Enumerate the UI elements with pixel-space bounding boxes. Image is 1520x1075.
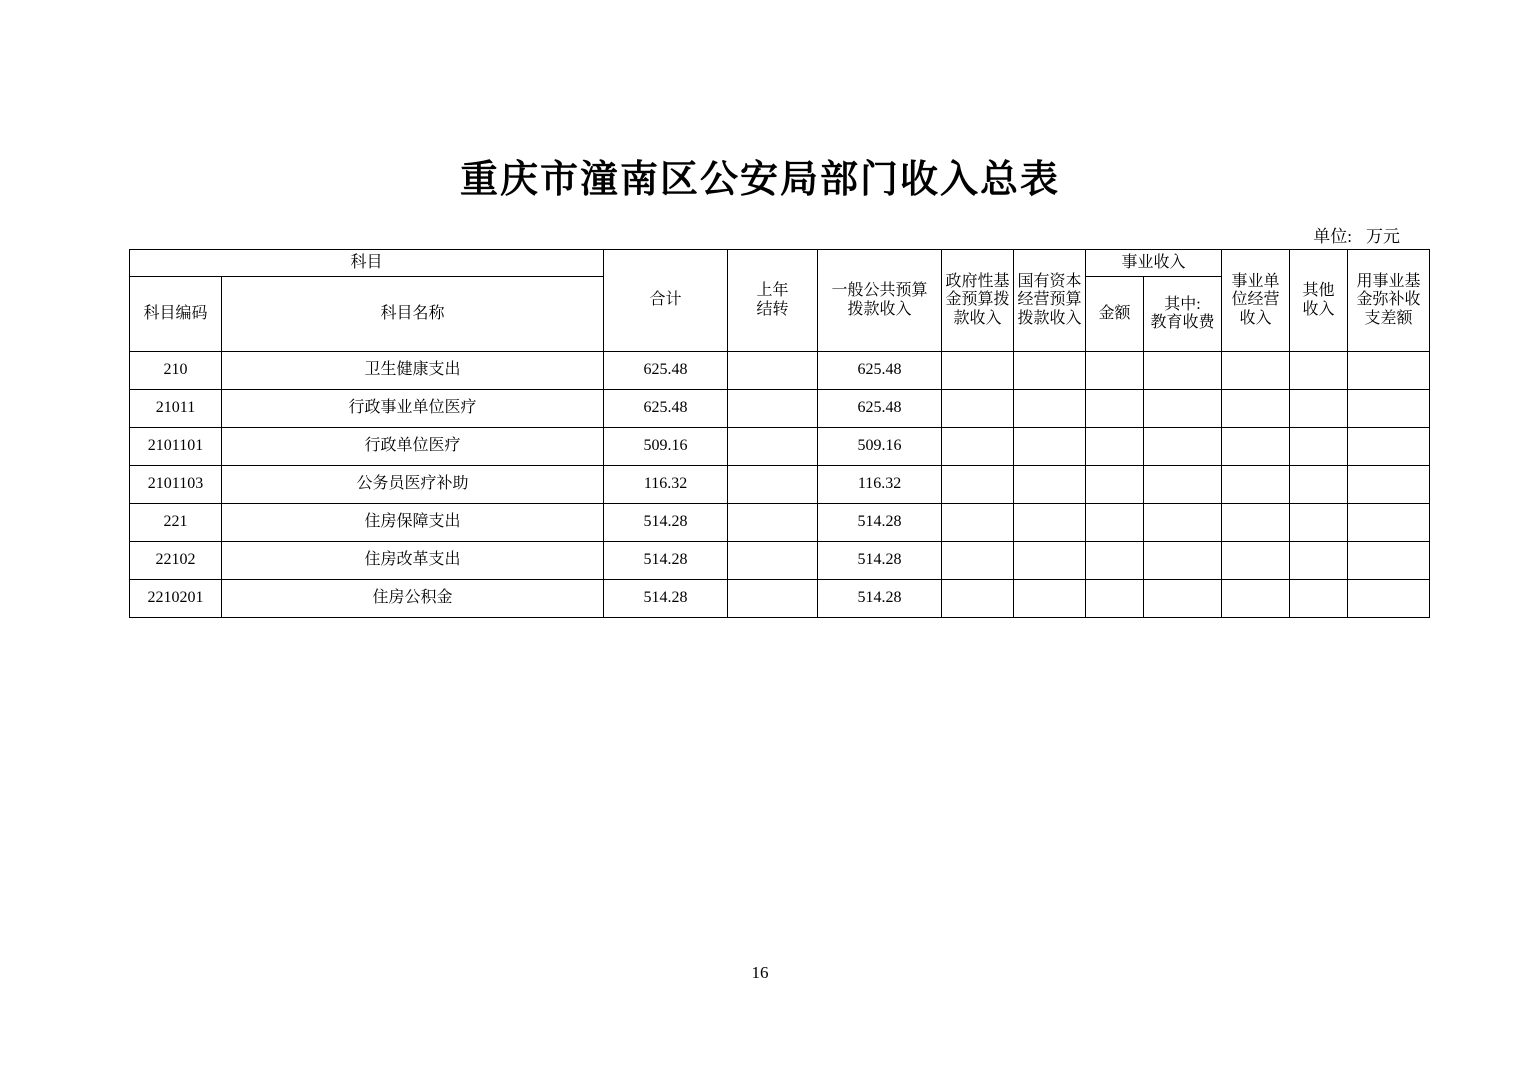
cell-business-amount <box>1086 504 1144 542</box>
cell-subject-code: 210 <box>130 352 222 390</box>
header-fund-offset-line2: 金弥补收 <box>1356 291 1421 309</box>
cell-subject-name: 行政单位医疗 <box>222 428 604 466</box>
cell-public-budget: 116.32 <box>818 466 942 504</box>
cell-public-budget: 514.28 <box>818 504 942 542</box>
cell-unit-operating <box>1222 542 1290 580</box>
header-gov-fund-line2: 金预算拨 <box>945 291 1010 309</box>
header-unit-operating-line3: 收入 <box>1239 309 1272 327</box>
cell-soe-budget <box>1014 580 1086 618</box>
header-business-income: 事业收入 <box>1086 250 1222 277</box>
cell-fund-offset <box>1348 580 1430 618</box>
cell-total: 514.28 <box>604 542 728 580</box>
header-subject-code: 科目编码 <box>130 277 222 352</box>
cell-public-budget: 509.16 <box>818 428 942 466</box>
header-public-budget-line2: 拨款收入 <box>847 300 912 318</box>
header-unit-operating-line1: 事业单 <box>1231 272 1280 290</box>
cell-gov-fund <box>942 390 1014 428</box>
cell-other-income <box>1290 466 1348 504</box>
cell-other-income <box>1290 428 1348 466</box>
cell-fund-offset <box>1348 352 1430 390</box>
header-soe-line2: 经营预算 <box>1017 291 1082 309</box>
cell-carryover <box>728 352 818 390</box>
cell-carryover <box>728 428 818 466</box>
cell-business-amount <box>1086 542 1144 580</box>
cell-fund-offset <box>1348 390 1430 428</box>
cell-gov-fund <box>942 466 1014 504</box>
header-soe-line3: 拨款收入 <box>1017 309 1082 327</box>
cell-carryover <box>728 542 818 580</box>
cell-carryover <box>728 466 818 504</box>
cell-subject-name: 住房改革支出 <box>222 542 604 580</box>
cell-subject-code: 2101101 <box>130 428 222 466</box>
header-soe-budget <box>1014 250 1086 352</box>
header-business-edu-fee <box>1144 277 1222 352</box>
cell-subject-code: 21011 <box>130 390 222 428</box>
header-other-income <box>1290 250 1348 352</box>
cell-fund-offset <box>1348 428 1430 466</box>
cell-gov-fund <box>942 542 1014 580</box>
cell-subject-name: 住房公积金 <box>222 580 604 618</box>
table-header <box>130 250 1430 352</box>
cell-fund-offset <box>1348 466 1430 504</box>
cell-business-amount <box>1086 466 1144 504</box>
cell-total: 514.28 <box>604 580 728 618</box>
cell-gov-fund <box>942 504 1014 542</box>
cell-public-budget: 625.48 <box>818 352 942 390</box>
cell-total: 509.16 <box>604 428 728 466</box>
cell-other-income <box>1290 504 1348 542</box>
table-row <box>130 504 1430 542</box>
header-unit-operating <box>1222 250 1290 352</box>
cell-other-income <box>1290 352 1348 390</box>
header-public-budget-line1: 一般公共预算 <box>831 282 928 300</box>
cell-soe-budget <box>1014 466 1086 504</box>
cell-soe-budget <box>1014 542 1086 580</box>
header-gov-fund-line1: 政府性基 <box>945 272 1010 290</box>
cell-business-amount <box>1086 390 1144 428</box>
header-row-1 <box>130 250 1430 277</box>
cell-soe-budget <box>1014 428 1086 466</box>
table-row <box>130 466 1430 504</box>
header-public-budget <box>818 250 942 352</box>
cell-unit-operating <box>1222 504 1290 542</box>
unit-value: 万元 <box>1366 227 1400 246</box>
cell-subject-code: 2210201 <box>130 580 222 618</box>
cell-carryover <box>728 504 818 542</box>
cell-total: 625.48 <box>604 390 728 428</box>
cell-fund-offset <box>1348 542 1430 580</box>
header-carryover-line2: 结转 <box>756 300 789 318</box>
cell-other-income <box>1290 580 1348 618</box>
cell-public-budget: 625.48 <box>818 390 942 428</box>
table-row <box>130 352 1430 390</box>
cell-unit-operating <box>1222 580 1290 618</box>
header-fund-offset-line1: 用事业基 <box>1356 272 1421 290</box>
cell-business-edu-fee <box>1144 466 1222 504</box>
cell-unit-operating <box>1222 428 1290 466</box>
cell-business-edu-fee <box>1144 542 1222 580</box>
header-total: 合计 <box>604 250 728 352</box>
table-body <box>130 352 1430 618</box>
cell-total: 116.32 <box>604 466 728 504</box>
cell-subject-name: 行政事业单位医疗 <box>222 390 604 428</box>
cell-business-edu-fee <box>1144 390 1222 428</box>
cell-subject-name: 公务员医疗补助 <box>222 466 604 504</box>
cell-business-edu-fee <box>1144 352 1222 390</box>
cell-gov-fund <box>942 352 1014 390</box>
cell-other-income <box>1290 390 1348 428</box>
cell-gov-fund <box>942 428 1014 466</box>
cell-subject-code: 221 <box>130 504 222 542</box>
header-gov-fund-line3: 款收入 <box>953 309 1002 327</box>
cell-total: 625.48 <box>604 352 728 390</box>
unit-note <box>1313 222 1400 247</box>
page-title: 重庆市潼南区公安局部门收入总表 <box>459 159 1060 201</box>
cell-unit-operating <box>1222 390 1290 428</box>
cell-business-amount <box>1086 580 1144 618</box>
cell-soe-budget <box>1014 504 1086 542</box>
cell-unit-operating <box>1222 466 1290 504</box>
cell-business-edu-fee <box>1144 580 1222 618</box>
cell-subject-name: 住房保障支出 <box>222 504 604 542</box>
cell-public-budget: 514.28 <box>818 580 942 618</box>
header-other-line2: 收入 <box>1302 300 1335 318</box>
header-subject-group: 科目 <box>130 250 604 277</box>
header-fund-offset <box>1348 250 1430 352</box>
cell-soe-budget <box>1014 390 1086 428</box>
cell-gov-fund <box>942 580 1014 618</box>
cell-carryover <box>728 580 818 618</box>
cell-total: 514.28 <box>604 504 728 542</box>
header-other-line1: 其他 <box>1302 282 1335 300</box>
cell-business-amount <box>1086 352 1144 390</box>
table-row <box>130 390 1430 428</box>
header-subject-name: 科目名称 <box>222 277 604 352</box>
cell-subject-name: 卫生健康支出 <box>222 352 604 390</box>
cell-soe-budget <box>1014 352 1086 390</box>
cell-fund-offset <box>1348 504 1430 542</box>
table-row <box>130 428 1430 466</box>
table-row <box>130 542 1430 580</box>
header-gov-fund <box>942 250 1014 352</box>
header-business-edu-line1: 其中: <box>1164 295 1201 313</box>
cell-business-amount <box>1086 428 1144 466</box>
cell-subject-code: 22102 <box>130 542 222 580</box>
cell-subject-code: 2101103 <box>130 466 222 504</box>
page-number: 16 <box>751 963 769 982</box>
budget-table-container <box>129 249 1421 618</box>
header-business-amount: 金额 <box>1086 277 1144 352</box>
header-carryover <box>728 250 818 352</box>
header-unit-operating-line2: 位经营 <box>1231 291 1280 309</box>
cell-business-edu-fee <box>1144 428 1222 466</box>
unit-label: 单位: <box>1313 227 1352 246</box>
cell-public-budget: 514.28 <box>818 542 942 580</box>
header-soe-line1: 国有资本 <box>1017 272 1082 290</box>
cell-business-edu-fee <box>1144 504 1222 542</box>
header-carryover-line1: 上年 <box>756 282 789 300</box>
header-business-edu-line2: 教育收费 <box>1150 314 1215 331</box>
cell-unit-operating <box>1222 352 1290 390</box>
budget-table <box>129 249 1430 618</box>
cell-other-income <box>1290 542 1348 580</box>
header-fund-offset-line3: 支差额 <box>1364 309 1413 327</box>
table-row <box>130 580 1430 618</box>
cell-carryover <box>728 390 818 428</box>
